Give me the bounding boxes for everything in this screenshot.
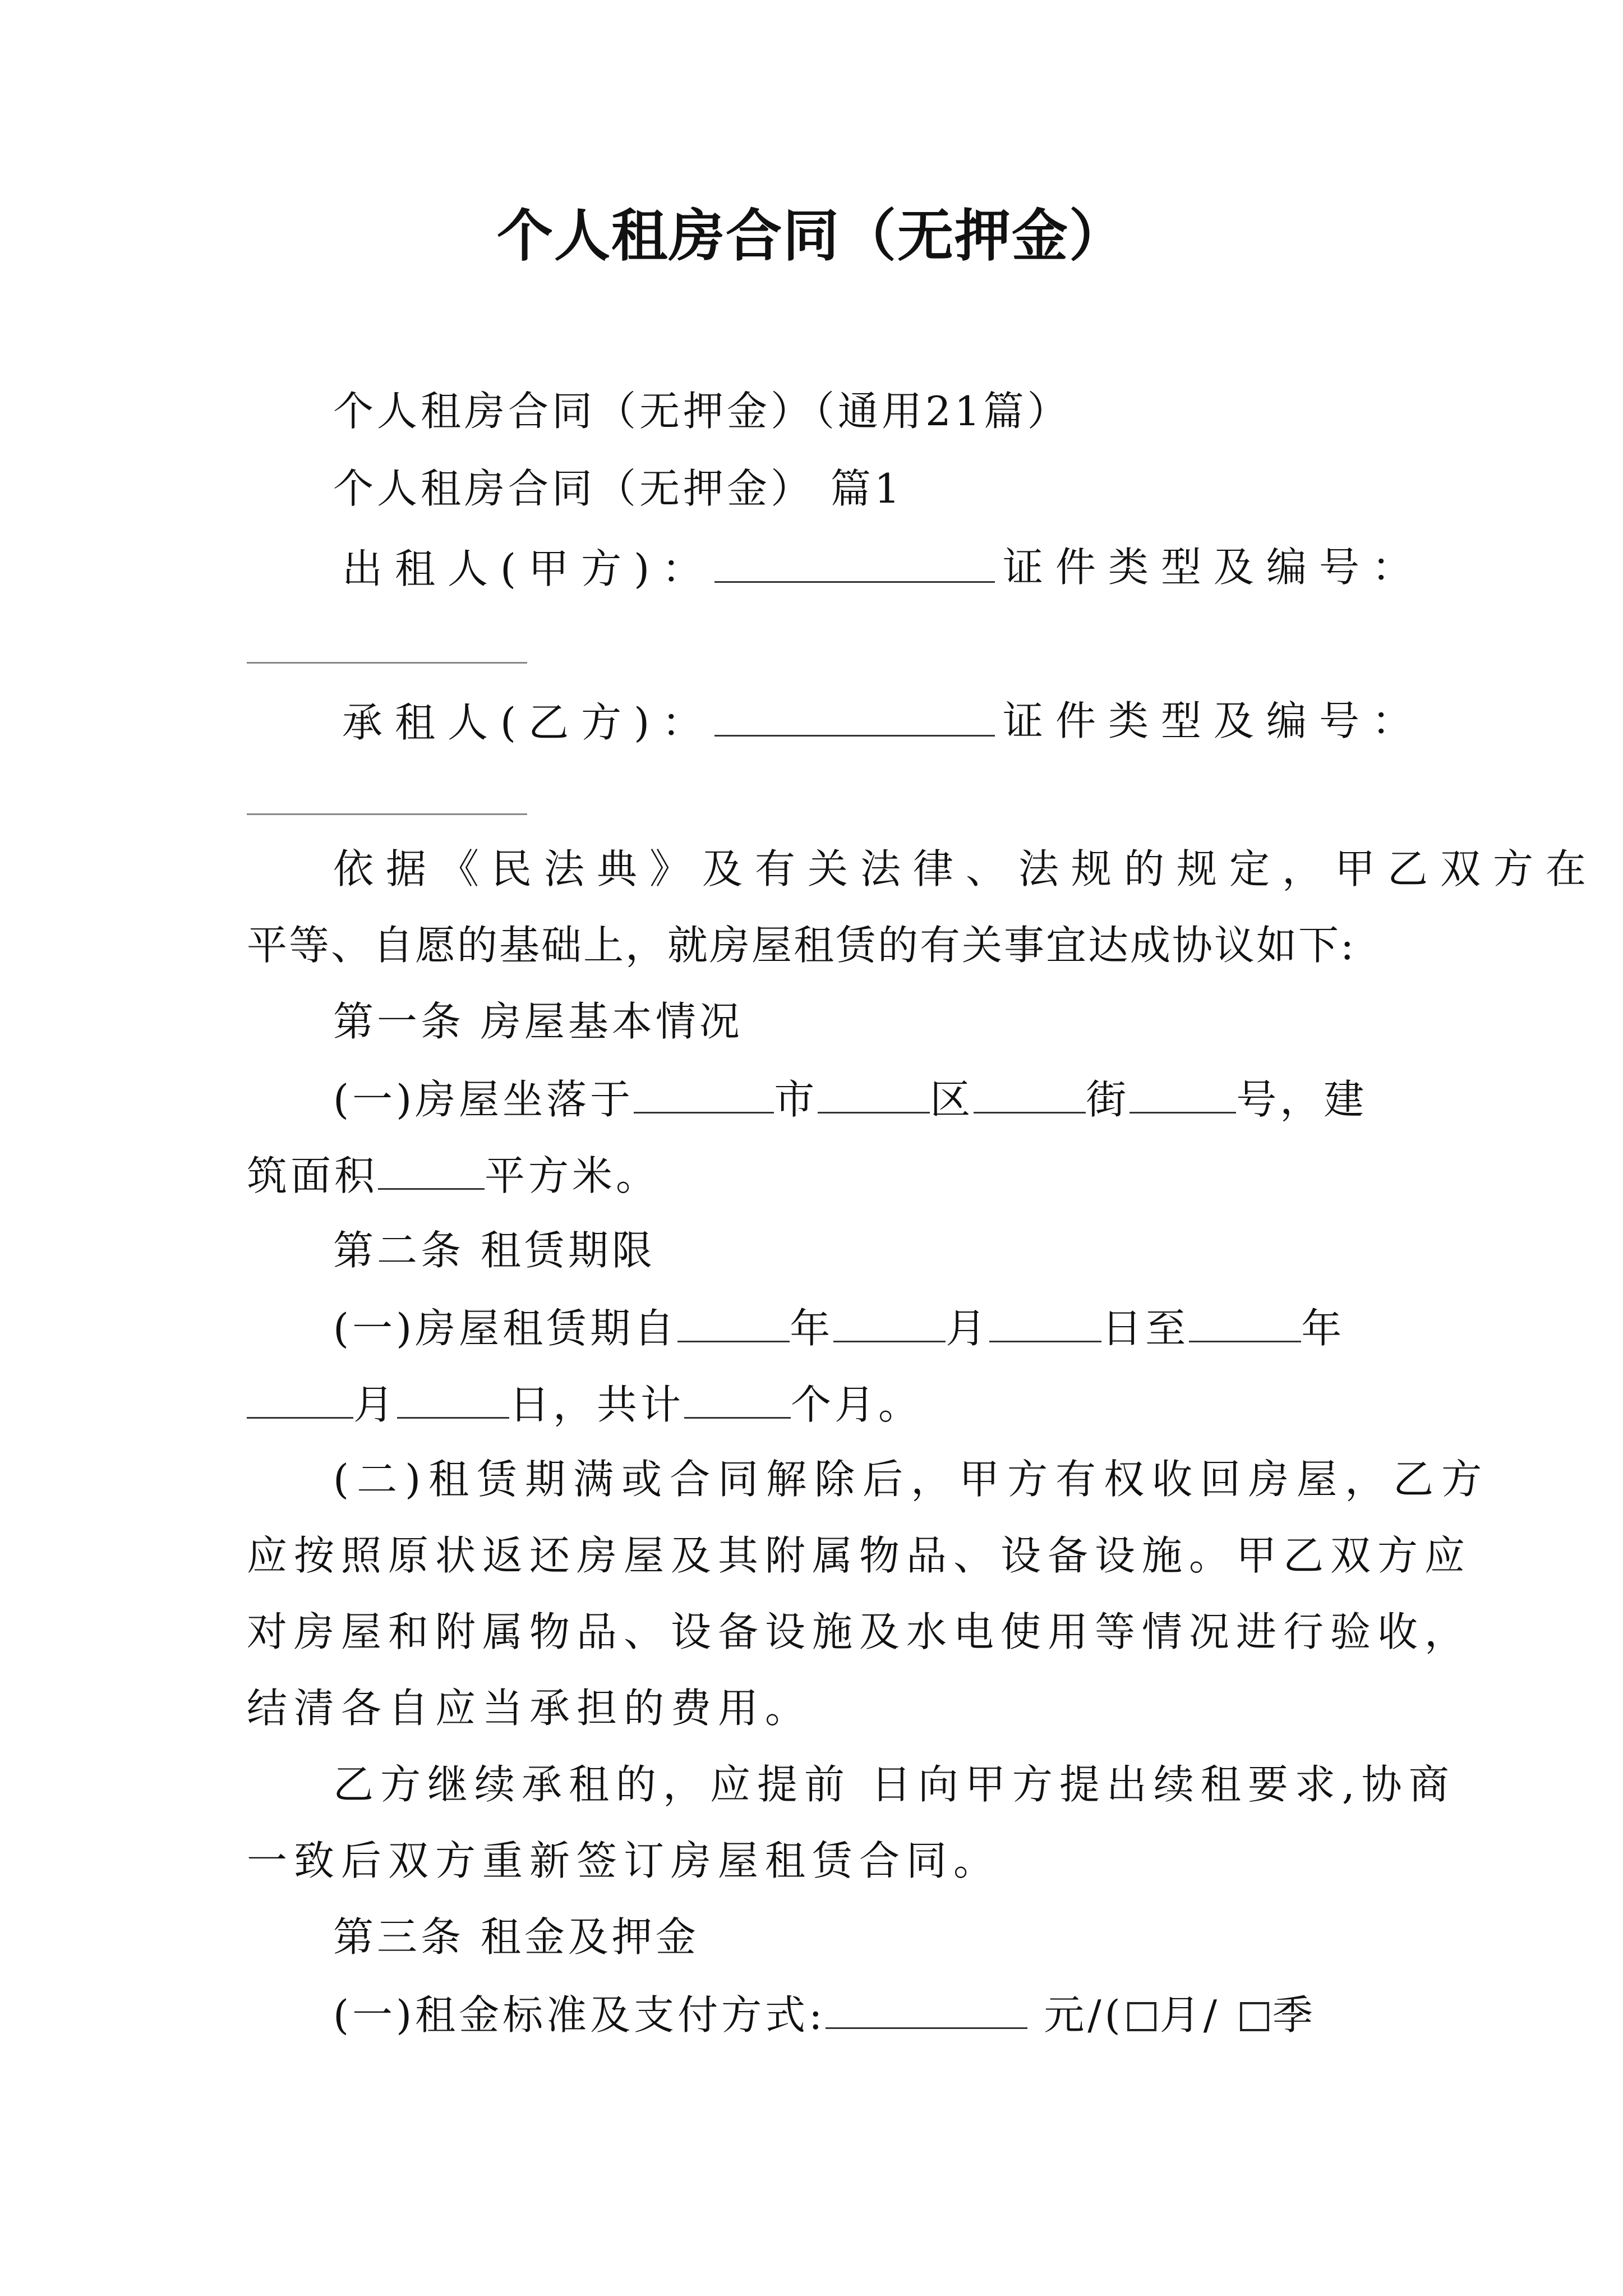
article2-text-e: 年 — [1301, 1305, 1345, 1352]
lessor-id-blank — [247, 662, 527, 664]
article1-text-f: 筑面积 — [247, 1152, 379, 1199]
lessor-label: 出租人(甲方)： — [342, 545, 715, 592]
article1-text-g: 平方米。 — [485, 1152, 660, 1199]
intro-line-1: 依据《民法典》及有关法律、法规的规定，甲乙双方在 — [333, 845, 1599, 892]
article1-text-e: 号，建 — [1236, 1076, 1368, 1123]
start-month-blank — [833, 1301, 946, 1342]
article2-term-line-2 — [247, 1378, 922, 1430]
article2-p3-line-2: 一致后双方重新签订房屋租赁合同。 — [247, 1837, 1001, 1884]
article2-text-d: 日至 — [1101, 1305, 1189, 1352]
article1-text-d: 街 — [1086, 1076, 1130, 1123]
end-day-blank — [397, 1378, 509, 1419]
article1-text-c: 区 — [930, 1076, 974, 1123]
area-blank — [378, 1149, 485, 1190]
article2-p2-line-2: 应按照原状返还房屋及其附属物品、设备设施。甲乙双方应 — [247, 1532, 1472, 1579]
article1-location-line — [333, 1073, 1367, 1125]
article2-p2-line-4: 结清各自应当承担的费用。 — [247, 1685, 813, 1732]
article2-term-line — [333, 1301, 1345, 1354]
lessee-name-blank — [714, 696, 995, 737]
document-title: 个人租房合同（无押金） — [497, 203, 1126, 269]
article2-text-a: (一)房屋租赁期自 — [333, 1305, 678, 1352]
article1-text-b: 市 — [774, 1076, 818, 1123]
start-day-blank — [989, 1301, 1101, 1342]
rent-amount-blank — [826, 1988, 1027, 2029]
article2-p3-line-1: 乙方继续承租的，应提前 日向甲方提出续租要求,协商 — [333, 1761, 1456, 1808]
street-blank — [974, 1073, 1086, 1114]
end-year-blank — [1189, 1301, 1301, 1342]
lessor-id-label: 证件类型及编号： — [1003, 544, 1425, 591]
article1-area-line — [247, 1149, 660, 1201]
article2-text-b: 年 — [790, 1305, 834, 1352]
number-blank — [1129, 1073, 1236, 1114]
lessee-id-label: 证件类型及编号： — [1003, 697, 1425, 744]
document-subtitle: 个人租房合同（无押金）（通用21篇） — [333, 388, 1071, 435]
start-year-blank — [677, 1301, 790, 1342]
end-month-blank — [247, 1378, 353, 1419]
lessee-line — [342, 696, 995, 748]
article2-heading: 第二条 租赁期限 — [333, 1227, 656, 1274]
article2-p2-line-3: 对房屋和附属物品、设备设施及水电使用等情况进行验收， — [247, 1608, 1472, 1655]
article2-text-f: 月 — [353, 1381, 398, 1428]
article3-text-b: 元/( — [1044, 1991, 1124, 2039]
lessee-id-blank — [247, 813, 527, 815]
article3-rent-line — [333, 1988, 1316, 2040]
article3-heading: 第三条 租金及押金 — [333, 1913, 699, 1961]
article3-text-d: 季 — [1272, 1991, 1316, 2039]
lessor-name-blank — [714, 542, 995, 583]
district-blank — [818, 1073, 930, 1114]
article2-p2-line-1: (二)租赁期满或合同解除后，甲方有权收回房屋，乙方 — [333, 1456, 1490, 1503]
article2-text-c: 月 — [946, 1305, 990, 1352]
city-blank — [634, 1073, 774, 1114]
article3-text-a: (一)租金标准及支付方式: — [333, 1991, 826, 2039]
lessor-line — [342, 542, 995, 594]
article1-text-a: (一)房屋坐落于 — [333, 1076, 634, 1123]
lessee-label: 承租人(乙方)： — [342, 699, 715, 746]
intro-line-2: 平等、自愿的基础上，就房屋租赁的有关事宜达成协议如下: — [247, 922, 1356, 969]
article1-heading: 第一条 房屋基本情况 — [333, 998, 743, 1045]
article2-text-g: 日，共计 — [509, 1381, 685, 1428]
total-months-blank — [684, 1378, 791, 1419]
quarterly-checkbox[interactable] — [1240, 2002, 1269, 2031]
article3-text-c: 月/ — [1159, 1991, 1220, 2039]
section-heading: 个人租房合同（无押金） 篇1 — [333, 465, 903, 512]
monthly-checkbox[interactable] — [1127, 2002, 1156, 2031]
article2-text-h: 个月。 — [791, 1381, 923, 1428]
